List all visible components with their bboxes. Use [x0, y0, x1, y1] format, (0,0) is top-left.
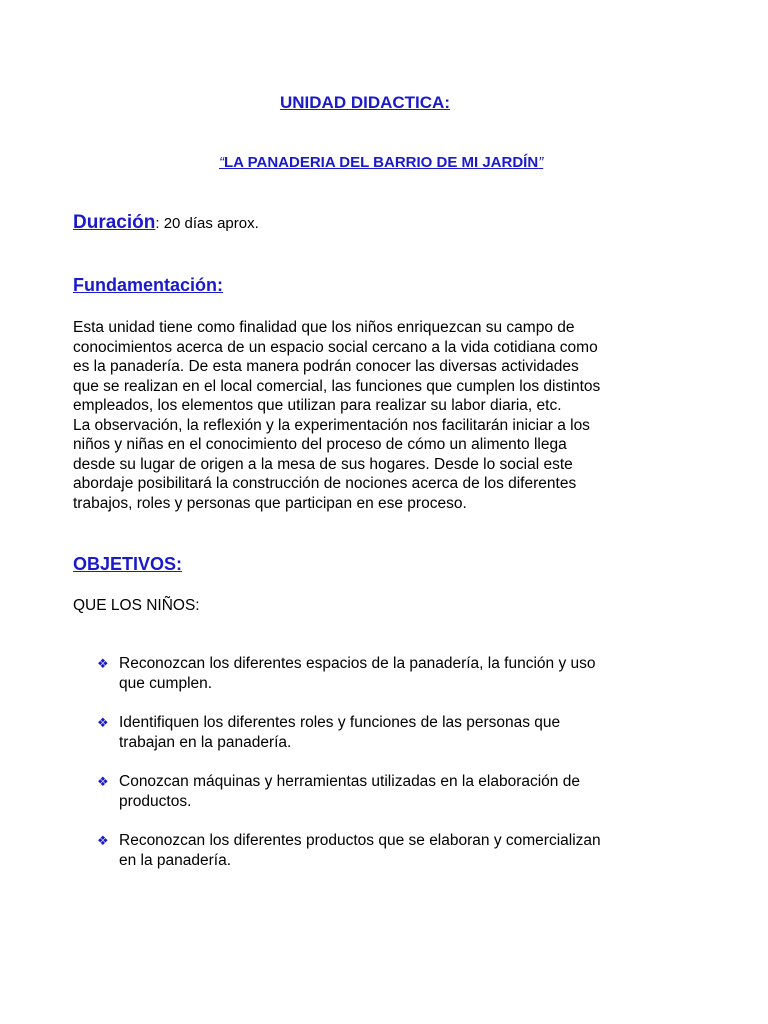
- document-subtitle: [219, 154, 543, 171]
- diamond-bullet-icon: ❖: [97, 716, 109, 731]
- objetivos-intro: QUE LOS NIÑOS:: [73, 597, 200, 614]
- list-item-line: Conozcan máquinas y herramientas utilizadas en la elaboración de: [119, 773, 580, 790]
- diamond-bullet-icon: ❖: [97, 775, 109, 790]
- paragraph-line: que se realizan en el local comercial, las funciones que cumplen los distintos: [73, 377, 601, 395]
- duration-line: [73, 212, 259, 234]
- diamond-bullet-icon: ❖: [97, 657, 109, 672]
- list-item-line: trabajan en la panadería.: [119, 734, 292, 751]
- subtitle-close-quote: ”: [538, 154, 544, 171]
- list-item-line: Identifiquen los diferentes roles y funciones de las personas que: [119, 714, 561, 731]
- paragraph-line: niños y niñas en el conocimiento del proceso de cómo un alimento llega: [73, 436, 567, 453]
- paragraph-line: es la panadería. De esta manera podrán conocer las diversas actividades: [73, 358, 579, 375]
- paragraph-line: desde su lugar de origen a la mesa de sus hogares. Desde lo social este: [73, 455, 573, 473]
- list-item-line: Reconozcan los diferentes productos que se elaboran y comercializan: [119, 832, 601, 849]
- objetivos-list: [97, 654, 697, 890]
- list-item: [97, 831, 697, 871]
- objetivos-heading: OBJETIVOS:: [73, 554, 183, 574]
- paragraph-line: La observación, la reflexión y la experimentación nos facilitarán iniciar a los: [73, 416, 590, 434]
- list-item-line: en la panadería.: [119, 852, 232, 869]
- paragraph-line: empleados, los elementos que utilizan para realizar su labor diaria, etc.: [73, 397, 562, 414]
- diamond-bullet-icon: ❖: [97, 834, 109, 849]
- list-item: [97, 654, 697, 694]
- document-title: UNIDAD DIDACTICA:: [280, 93, 450, 112]
- list-item-line: que cumplen.: [119, 675, 213, 692]
- duration-label: Duración: [73, 212, 156, 233]
- fundamentacion-paragraph: [73, 318, 713, 513]
- duration-value: : 20 días aprox.: [155, 215, 259, 232]
- paragraph-line: abordaje posibilitará la construcción de nociones acerca de los diferentes: [73, 475, 577, 492]
- paragraph-line: conocimientos acerca de un espacio social cercano a la vida cotidiana como: [73, 338, 598, 356]
- list-item: [97, 713, 697, 753]
- paragraph-line: Esta unidad tiene como finalidad que los niños enriquezcan su campo de: [73, 319, 575, 336]
- list-item-line: Reconozcan los diferentes espacios de la panadería, la función y uso: [119, 655, 596, 672]
- list-item: [97, 772, 697, 812]
- subtitle-text: LA PANADERIA DEL BARRIO DE MI JARDÍN: [224, 154, 539, 171]
- subtitle-open-quote: “: [219, 154, 224, 171]
- fundamentacion-heading: Fundamentación:: [73, 275, 224, 295]
- paragraph-line: trabajos, roles y personas que participan en ese proceso.: [73, 494, 467, 512]
- list-item-line: productos.: [119, 793, 192, 810]
